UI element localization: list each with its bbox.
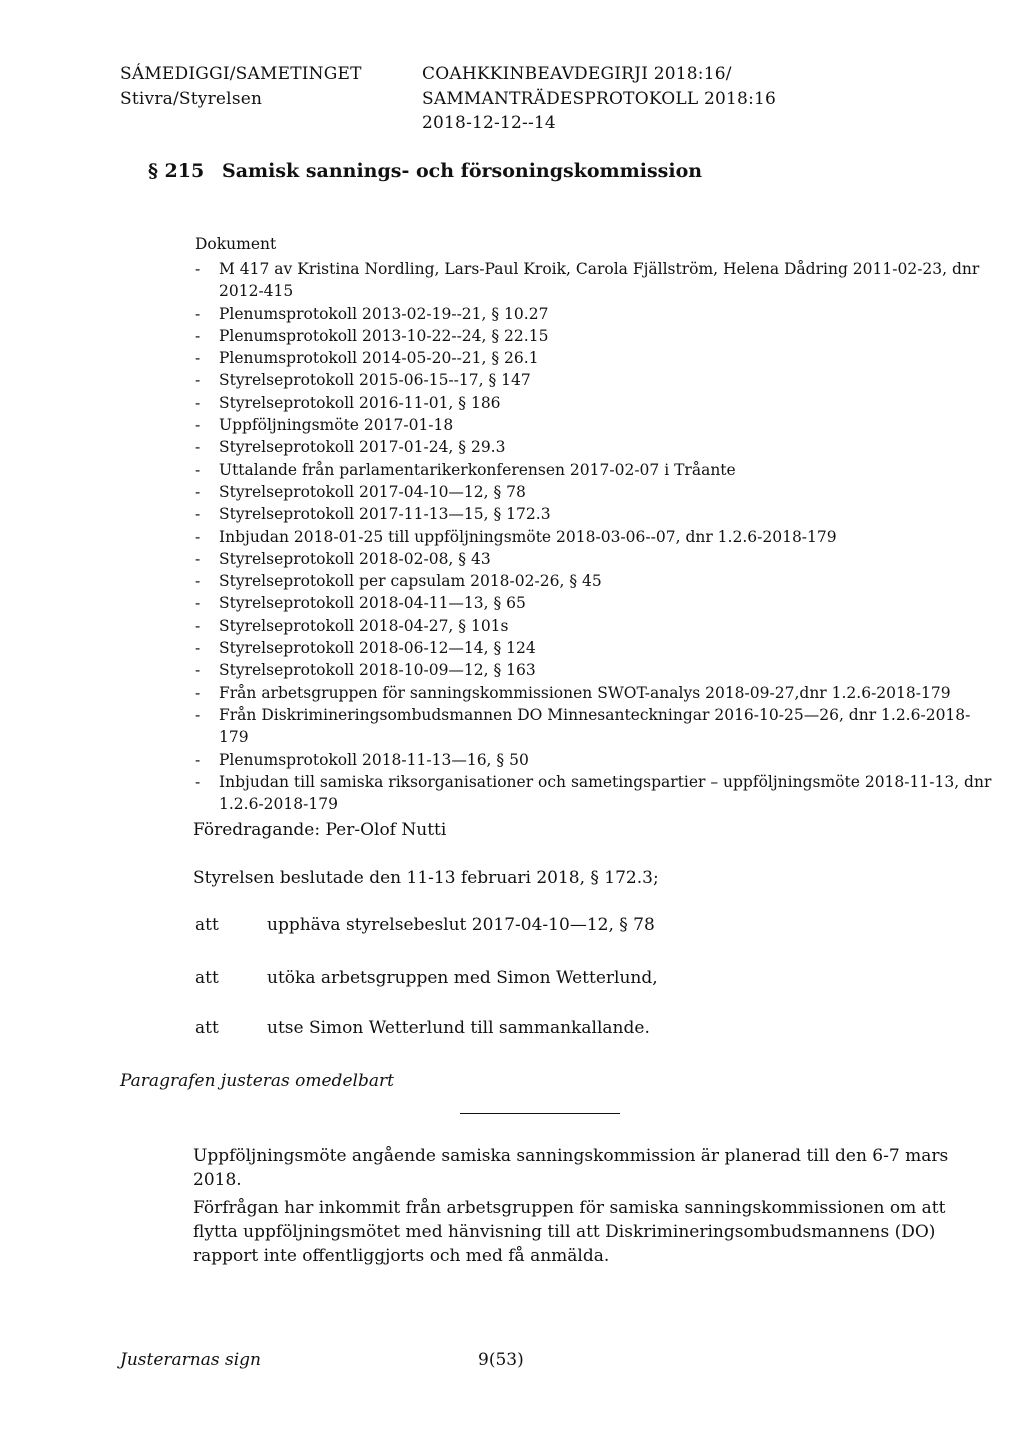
header-date: 2018-12-12--14 (422, 113, 556, 133)
decision-att: att (195, 1018, 219, 1038)
document-list-item (195, 325, 995, 347)
document-list-item (195, 615, 995, 637)
presenter: Föredragande: Per-Olof Nutti (193, 820, 447, 840)
decision-text: utöka arbetsgruppen med Simon Wetterlund, (267, 968, 658, 988)
document-list-item (195, 771, 995, 816)
document-item-text: Plenumsprotokoll 2014-05-20--21, § 26.1 (219, 349, 539, 368)
divider (460, 1113, 620, 1114)
decision-text: upphäva styrelsebeslut 2017-04-10—12, § 78 (267, 915, 655, 935)
document-item-text: Inbjudan 2018-01-25 till uppföljningsmöte 2018-03-06--07, dnr 1.2.6-2018-179 (219, 527, 837, 546)
list-dash: - (195, 750, 201, 769)
list-dash: - (195, 416, 201, 435)
document-list-item (195, 347, 995, 369)
list-dash: - (195, 616, 201, 635)
document-list-item (195, 548, 995, 570)
footer-sign-label: Justerarnas sign (120, 1350, 261, 1370)
list-dash: - (195, 304, 201, 323)
document-list-item (195, 659, 995, 681)
document-item-text: Plenumsprotokoll 2013-10-22--24, § 22.15 (219, 326, 549, 345)
document-list-item (195, 637, 995, 659)
document-item-text: Styrelseprotokoll 2015-06-15--17, § 147 (219, 371, 531, 390)
list-dash: - (195, 705, 201, 724)
decision-intro: Styrelsen beslutade den 11-13 februari 2018, § 172.3; (193, 868, 659, 888)
list-dash: - (195, 326, 201, 345)
document-item-text: Styrelseprotokoll 2016-11-01, § 186 (219, 393, 501, 412)
document-item-text: Styrelseprotokoll 2017-01-24, § 29.3 (219, 438, 506, 457)
document-item-text: Styrelseprotokoll 2017-11-13—15, § 172.3 (219, 505, 551, 524)
document-item-text: Från arbetsgruppen för sanningskommissionen SWOT-analys 2018-09-27,dnr 1.2.6-2018-179 (219, 683, 951, 702)
document-list-item (195, 436, 995, 458)
list-dash: - (195, 349, 201, 368)
list-dash: - (195, 639, 201, 658)
list-dash: - (195, 683, 201, 702)
list-dash: - (195, 482, 201, 501)
header-protocol-line2: SAMMANTRÄDESPROTOKOLL 2018:16 (422, 89, 777, 109)
list-dash: - (195, 505, 201, 524)
document-list-item (195, 526, 995, 548)
list-dash: - (195, 527, 201, 546)
list-dash: - (195, 460, 201, 479)
list-dash: - (195, 661, 201, 680)
list-dash: - (195, 438, 201, 457)
documents-list (195, 258, 995, 815)
document-item-text: M 417 av Kristina Nordling, Lars-Paul Kroik, Carola Fjällström, Helena Dådring 2011-02-23, dnr 2012-415 (219, 260, 980, 301)
document-list-item (195, 459, 995, 481)
section-title: Samisk sannings- och försoningskommission (222, 160, 703, 182)
document-item-text: Styrelseprotokoll 2018-04-27, § 101s (219, 616, 509, 635)
document-item-text: Uppföljningsmöte 2017-01-18 (219, 416, 454, 435)
document-list-item (195, 592, 995, 614)
document-item-text: Styrelseprotokoll 2018-04-11—13, § 65 (219, 594, 526, 613)
list-dash: - (195, 393, 201, 412)
document-list-item (195, 414, 995, 436)
document-list-item (195, 704, 995, 749)
body-paragraph: Förfrågan har inkommit från arbetsgruppen för samiska sanningskommissionen om att flytta uppföljningsmötet med hänvisning till att Diskrimineringsombudsmannens (DO) rapport inte offentliggjorts och med få anmälda. (193, 1198, 946, 1266)
document-list-item (195, 303, 995, 325)
document-item-text: Plenumsprotokoll 2018-11-13—16, § 50 (219, 750, 529, 769)
document-list-item (195, 682, 995, 704)
document-item-text: Styrelseprotokoll per capsulam 2018-02-26, § 45 (219, 572, 602, 591)
section-number: § 215 (148, 160, 205, 182)
list-dash: - (195, 772, 201, 791)
document-list-item (195, 570, 995, 592)
document-item-text: Styrelseprotokoll 2018-02-08, § 43 (219, 549, 491, 568)
list-dash: - (195, 371, 201, 390)
list-dash: - (195, 549, 201, 568)
footer-page-number: 9(53) (478, 1350, 524, 1370)
document-item-text: Inbjudan till samiska riksorganisationer och sametingspartier – uppföljningsmöte 2018-11-13, dnr 1.2.6-2018-179 (219, 772, 992, 814)
document-item-text: Plenumsprotokoll 2013-02-19--21, § 10.27 (219, 304, 549, 323)
list-dash: - (195, 594, 201, 613)
header-board: Stivra/Styrelsen (120, 89, 263, 109)
document-item-text: Styrelseprotokoll 2017-04-10—12, § 78 (219, 482, 526, 501)
header-protocol-line1: COAHKKINBEAVDEGIRJI 2018:16/ (422, 64, 732, 84)
list-dash: - (195, 572, 201, 591)
decision-att: att (195, 915, 219, 935)
document-item-text: Styrelseprotokoll 2018-06-12—14, § 124 (219, 639, 536, 658)
list-dash: - (195, 260, 201, 278)
body-paragraph: Uppföljningsmöte angående samiska sanningskommission är planerad till den 6-7 mars 2018. (193, 1146, 949, 1190)
document-item-text: Från Diskrimineringsombudsmannen DO Minnesanteckningar 2016-10-25—26, dnr 1.2.6-2018-179 (219, 705, 971, 747)
document-list-item (195, 258, 995, 303)
decision-att: att (195, 968, 219, 988)
header-org: SÁMEDIGGI/SAMETINGET (120, 64, 362, 84)
document-list-item (195, 503, 995, 525)
paragraph-note: Paragrafen justeras omedelbart (120, 1071, 394, 1091)
document-list-item (195, 369, 995, 391)
documents-label: Dokument (195, 235, 277, 253)
document-list-item (195, 392, 995, 414)
document-list-item (195, 749, 995, 771)
decision-text: utse Simon Wetterlund till sammankallande. (267, 1018, 650, 1038)
document-item-text: Styrelseprotokoll 2018-10-09—12, § 163 (219, 661, 536, 680)
document-list-item (195, 481, 995, 503)
document-item-text: Uttalande från parlamentarikerkonferensen 2017-02-07 i Tråante (219, 460, 736, 479)
